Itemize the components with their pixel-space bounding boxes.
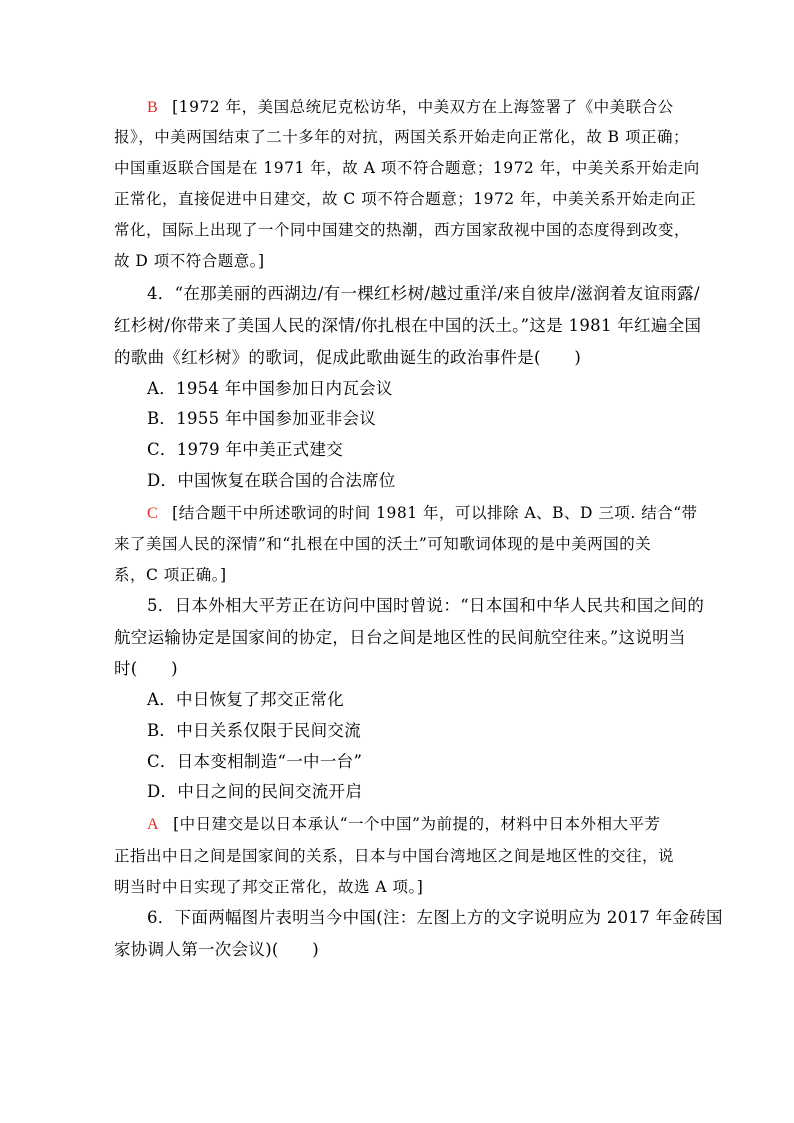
question4-option-c: C．1979 年中美正式建交	[147, 440, 344, 459]
question5-stem-line-3: 时( )	[114, 659, 178, 678]
question4-answer-line-1: C [结合题干中所述歌词的时间 1981 年，可以排除 A、B、D 三项. 结合“带	[147, 504, 698, 522]
explanation3-line-2: 报》，中美两国结束了二十多年的对抗，两国关系开始走向正常化，故 B 项正确；	[114, 128, 689, 146]
question4-option-a: A．1954 年中国参加日内瓦会议	[147, 379, 393, 398]
explanation3-line-1: B [1972 年，美国总统尼克松访华，中美双方在上海签署了《中美联合公	[147, 98, 674, 116]
question4-answer-line-3: 系，C 项正确。]	[114, 566, 227, 584]
question5-option-c: C．日本变相制造“一中一台”	[147, 752, 363, 771]
question5-stem-line-2: 航空运输协定是国家间的协定，日台之间是地区性的民间航空往来。”这说明当	[114, 628, 686, 647]
question5-option-b: B．中日关系仅限于民间交流	[147, 721, 362, 740]
question6-stem-line-2: 家协调人第一次会议)( )	[114, 940, 320, 959]
answer-letter-a: A	[147, 816, 160, 833]
explanation3-line-5: 常化，国际上出现了一个同中国建交的热潮，西方国家敌视中国的态度得到改变，	[114, 221, 691, 239]
question5-option-a: A．中日恢复了邦交正常化	[147, 690, 345, 709]
question5-answer-line-2: 正指出中日之间是国家间的关系，日本与中国台湾地区之间是地区性的交往，说	[114, 847, 675, 865]
question6-stem-line-1: 6．下面两幅图片表明当今中国(注：左图上方的文字说明应为 2017 年金砖国	[147, 908, 723, 927]
answer-letter-b: B	[147, 99, 159, 116]
question4-option-b: B．1955 年中国参加亚非会议	[147, 409, 377, 428]
question4-option-d: D．中国恢复在联合国的合法席位	[147, 471, 396, 490]
question4-stem-line-3: 的歌曲《红杉树》的歌词，促成此歌曲诞生的政治事件是( )	[114, 348, 582, 367]
explanation3-line-6: 故 D 项不符合题意。]	[114, 252, 265, 270]
question5-answer-line-1: A [中日建交是以日本承认“一个中国”为前提的，材料中日本外相大平芳	[147, 815, 661, 833]
question5-option-d: D．中日之间的民间交流开启	[147, 782, 363, 801]
question5-stem-line-1: 5．日本外相大平芳正在访问中国时曾说：“日本国和中华人民共和国之间的	[147, 596, 705, 615]
question5-answer-line-3: 明当时中日实现了邦交正常化，故选 A 项。]	[114, 878, 424, 896]
answer-letter-c: C	[147, 505, 159, 522]
explanation3-line-4: 正常化，直接促进中日建交，故 C 项不符合题意；1972 年，中美关系开始走向正	[114, 190, 697, 208]
question4-answer-line-2: 来了美国人民的深情”和“扎根在中国的沃土”可知歌词体现的是中美两国的关	[114, 535, 652, 553]
question4-stem-line-1: 4．“在那美丽的西湖边/有一棵红杉树/越过重洋/来自彼岸/滋润着友谊雨露/	[147, 284, 700, 303]
question4-stem-line-2: 红杉树/你带来了美国人民的深情/你扎根在中国的沃土。”这是 1981 年红遍全国	[114, 316, 702, 335]
explanation3-line-3: 中国重返联合国是在 1971 年，故 A 项不符合题意；1972 年，中美关系开始走向	[114, 159, 700, 177]
